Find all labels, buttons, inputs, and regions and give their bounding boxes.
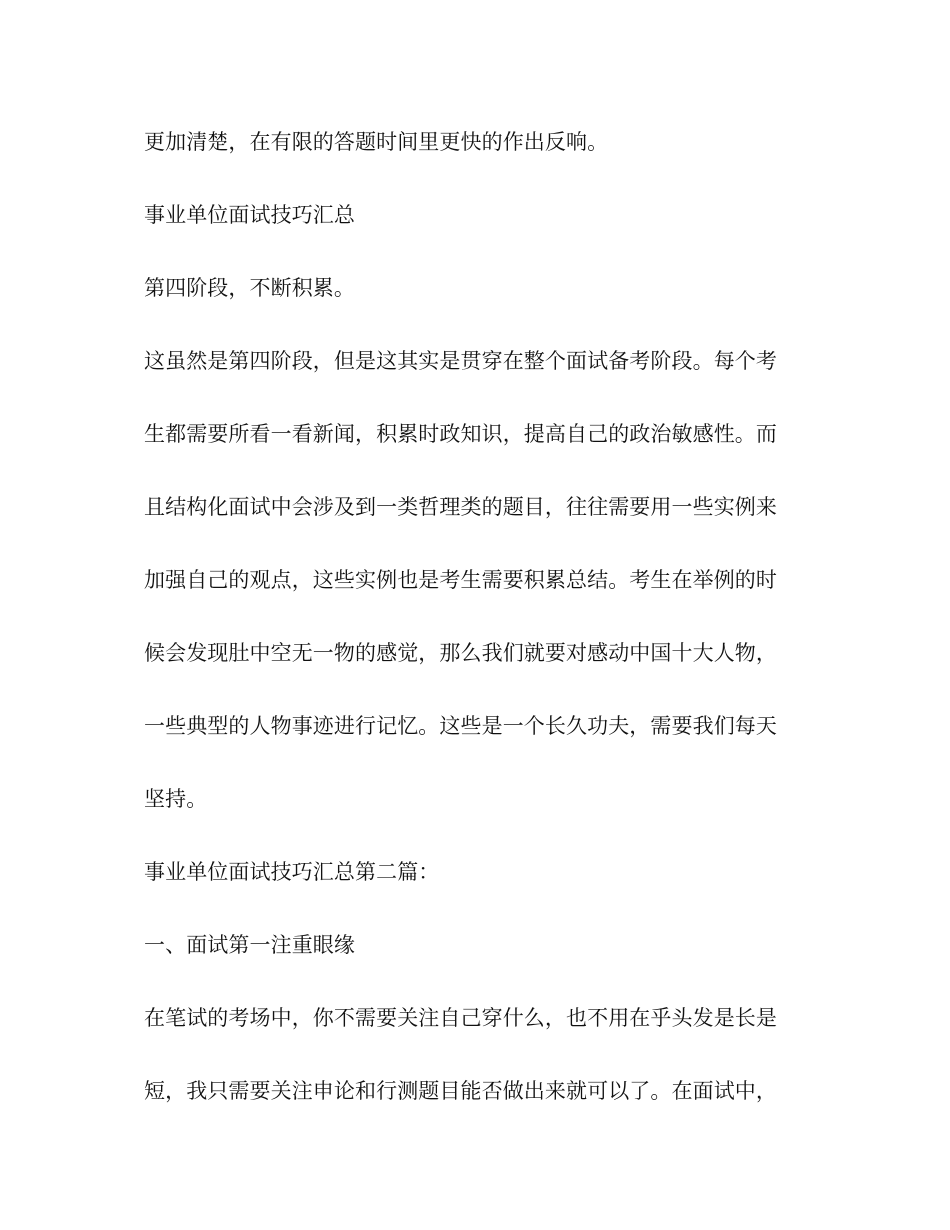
text-line: 候会发现肚中空无一物的感觉，那么我们就要对感动中国十大人物， (144, 641, 777, 665)
subsection-heading: 一、面试第一注重眼缘 (144, 933, 355, 957)
section-heading: 事业单位面试技巧汇总第二篇： (144, 860, 440, 884)
text-line: 这虽然是第四阶段，但是这其实是贯穿在整个面试备考阶段。每个考 (144, 349, 777, 373)
stage-heading: 第四阶段，不断积累。 (144, 276, 355, 300)
text-line: 更加清楚，在有限的答题时间里更快的作出反响。 (144, 130, 609, 154)
text-line: 短，我只需要关注申论和行测题目能否做出来就可以了。在面试中， (144, 1079, 777, 1103)
section-heading: 事业单位面试技巧汇总 (144, 203, 355, 227)
text-line: 且结构化面试中会涉及到一类哲理类的题目，往往需要用一些实例来 (144, 495, 777, 519)
text-line: 在笔试的考场中，你不需要关注自己穿什么，也不用在乎头发是长是 (144, 1006, 777, 1030)
text-line: 加强自己的观点，这些实例也是考生需要积累总结。考生在举例的时 (144, 568, 777, 592)
text-line: 生都需要所看一看新闻，积累时政知识，提高自己的政治敏感性。而 (144, 422, 777, 446)
text-line: 一些典型的人物事迹进行记忆。这些是一个长久功夫，需要我们每天 (144, 714, 777, 738)
text-line: 坚持。 (144, 787, 208, 811)
